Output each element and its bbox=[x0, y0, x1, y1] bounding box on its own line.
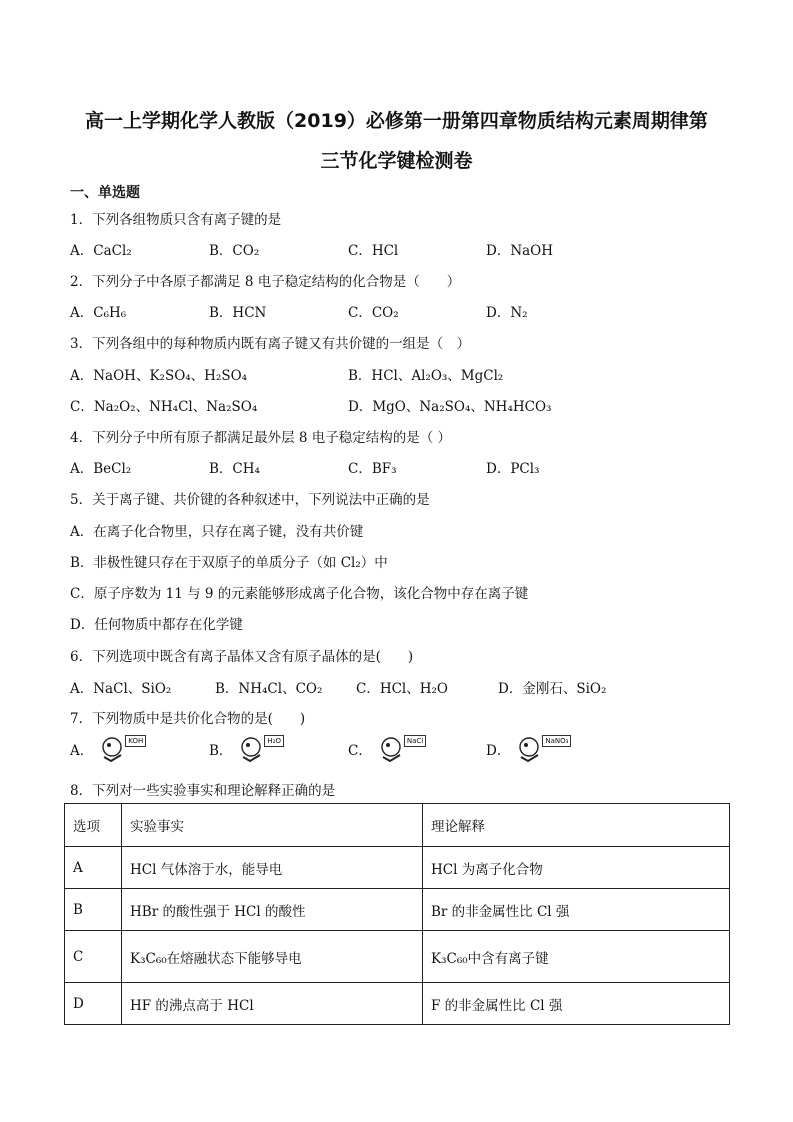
bottle-label: NaNO₃ bbox=[542, 735, 571, 747]
document-title-line1: 高一上学期化学人教版（2019）必修第一册第四章物质结构元素周期律第 bbox=[85, 110, 708, 132]
option-letter: D． bbox=[486, 743, 511, 759]
table-cell: C bbox=[65, 931, 122, 983]
question-6-option-c: C．HCl、H₂O bbox=[356, 681, 449, 697]
table-cell: HBr 的酸性强于 HCl 的酸性 bbox=[122, 889, 423, 931]
option-letter: B． bbox=[209, 743, 233, 759]
question-2-option-b: B．HCN bbox=[209, 305, 267, 321]
option-letter: A． bbox=[70, 743, 94, 759]
reagent-bottle-icon bbox=[516, 735, 580, 763]
question-7-option-c bbox=[348, 735, 434, 763]
table-cell: HF 的沸点高于 HCl bbox=[122, 983, 423, 1025]
table-cell: HCl 气体溶于水，能导电 bbox=[122, 847, 423, 889]
question-6-stem: 6．下列选项中既含有离子晶体又含有原子晶体的是( ) bbox=[70, 649, 414, 665]
table-header-row bbox=[65, 804, 730, 847]
question-7-option-a bbox=[70, 735, 155, 763]
table-cell: F 的非金属性比 Cl 强 bbox=[423, 983, 730, 1025]
bottle-label: H₂O bbox=[264, 735, 284, 747]
reagent-bottle-icon bbox=[238, 735, 294, 763]
table-header-cell: 实验事实 bbox=[122, 804, 423, 847]
reagent-bottle-icon bbox=[378, 735, 434, 763]
table-header-cell: 理论解释 bbox=[423, 804, 730, 847]
question-1-option-c: C．HCl bbox=[348, 243, 399, 259]
question-5-option-b: B．非极性键只存在于双原子的单质分子（如 Cl₂）中 bbox=[70, 555, 388, 571]
question-4-option-d: D．PCl₃ bbox=[486, 461, 540, 477]
reagent-bottle-icon bbox=[99, 735, 155, 763]
question-3-option-b: B．HCl、Al₂O₃、MgCl₂ bbox=[348, 368, 504, 384]
table-cell: Br 的非金属性比 Cl 强 bbox=[423, 889, 730, 931]
question-5-stem: 5．关于离子键、共价键的各种叙述中，下列说法中正确的是 bbox=[70, 492, 430, 508]
question-7-stem: 7．下列物质中是共价化合物的是( ) bbox=[70, 711, 306, 727]
question-3-option-c: C．Na₂O₂、NH₄Cl、Na₂SO₄ bbox=[70, 399, 258, 415]
question-3-stem: 3．下列各组中的每种物质内既有离子键又有共价键的一组是（ ） bbox=[70, 336, 471, 352]
question-6-option-d: D．金刚石、SiO₂ bbox=[498, 681, 607, 697]
question-4-option-b: B．CH₄ bbox=[209, 461, 260, 477]
bottle-label: NaCl bbox=[404, 735, 426, 747]
table-header-cell: 选项 bbox=[65, 804, 122, 847]
question-1-stem: 1．下列各组物质只含有离子键的是 bbox=[70, 212, 282, 228]
question-4-option-a: A．BeCl₂ bbox=[70, 461, 132, 477]
section-heading: 一、单选题 bbox=[70, 185, 140, 201]
question-2-option-a: A．C₆H₆ bbox=[70, 305, 127, 321]
question-5-option-d: D．任何物质中都存在化学键 bbox=[70, 617, 243, 633]
question-6-option-b: B．NH₄Cl、CO₂ bbox=[215, 681, 323, 697]
question-8-stem: 8．下列对一些实验事实和理论解释正确的是 bbox=[70, 783, 336, 799]
table-cell: K₃C₆₀中含有离子键 bbox=[423, 931, 730, 983]
table-row bbox=[65, 983, 730, 1025]
question-2-stem: 2．下列分子中各原子都满足 8 电子稳定结构的化合物是（ ） bbox=[70, 274, 461, 290]
table-cell: A bbox=[65, 847, 122, 889]
question-4-stem: 4．下列分子中所有原子都满足最外层 8 电子稳定结构的是（ ） bbox=[70, 430, 452, 446]
question-4-option-c: C．BF₃ bbox=[348, 461, 397, 477]
bottle-label: KOH bbox=[125, 735, 146, 747]
table-cell: D bbox=[65, 983, 122, 1025]
table-row bbox=[65, 931, 730, 983]
table-row bbox=[65, 847, 730, 889]
question-5-option-a: A．在离子化合物里，只存在离子键，没有共价键 bbox=[70, 524, 364, 540]
table-row bbox=[65, 889, 730, 931]
question-1-option-d: D．NaOH bbox=[486, 243, 554, 259]
question-2-option-d: D．N₂ bbox=[486, 305, 528, 321]
question-7-option-d bbox=[486, 735, 580, 763]
document-title-line2: 三节化学键检测卷 bbox=[320, 150, 473, 172]
question-5-option-c: C．原子序数为 11 与 9 的元素能够形成离子化合物，该化合物中存在离子键 bbox=[70, 586, 529, 602]
question-1-option-b: B．CO₂ bbox=[209, 243, 260, 259]
question-3-option-d: D．MgO、Na₂SO₄、NH₄HCO₃ bbox=[348, 399, 552, 415]
table-cell: HCl 为离子化合物 bbox=[423, 847, 730, 889]
table-cell: B bbox=[65, 889, 122, 931]
question-2-option-c: C．CO₂ bbox=[348, 305, 399, 321]
question-3-option-a: A．NaOH、K₂SO₄、H₂SO₄ bbox=[70, 368, 248, 384]
experiment-table bbox=[64, 803, 730, 1025]
question-6-option-a: A．NaCl、SiO₂ bbox=[70, 681, 172, 697]
question-7-option-b bbox=[209, 735, 294, 763]
table-cell: K₃C₆₀在熔融状态下能够导电 bbox=[122, 931, 423, 983]
question-1-option-a: A．CaCl₂ bbox=[70, 243, 132, 259]
option-letter: C． bbox=[348, 743, 372, 759]
